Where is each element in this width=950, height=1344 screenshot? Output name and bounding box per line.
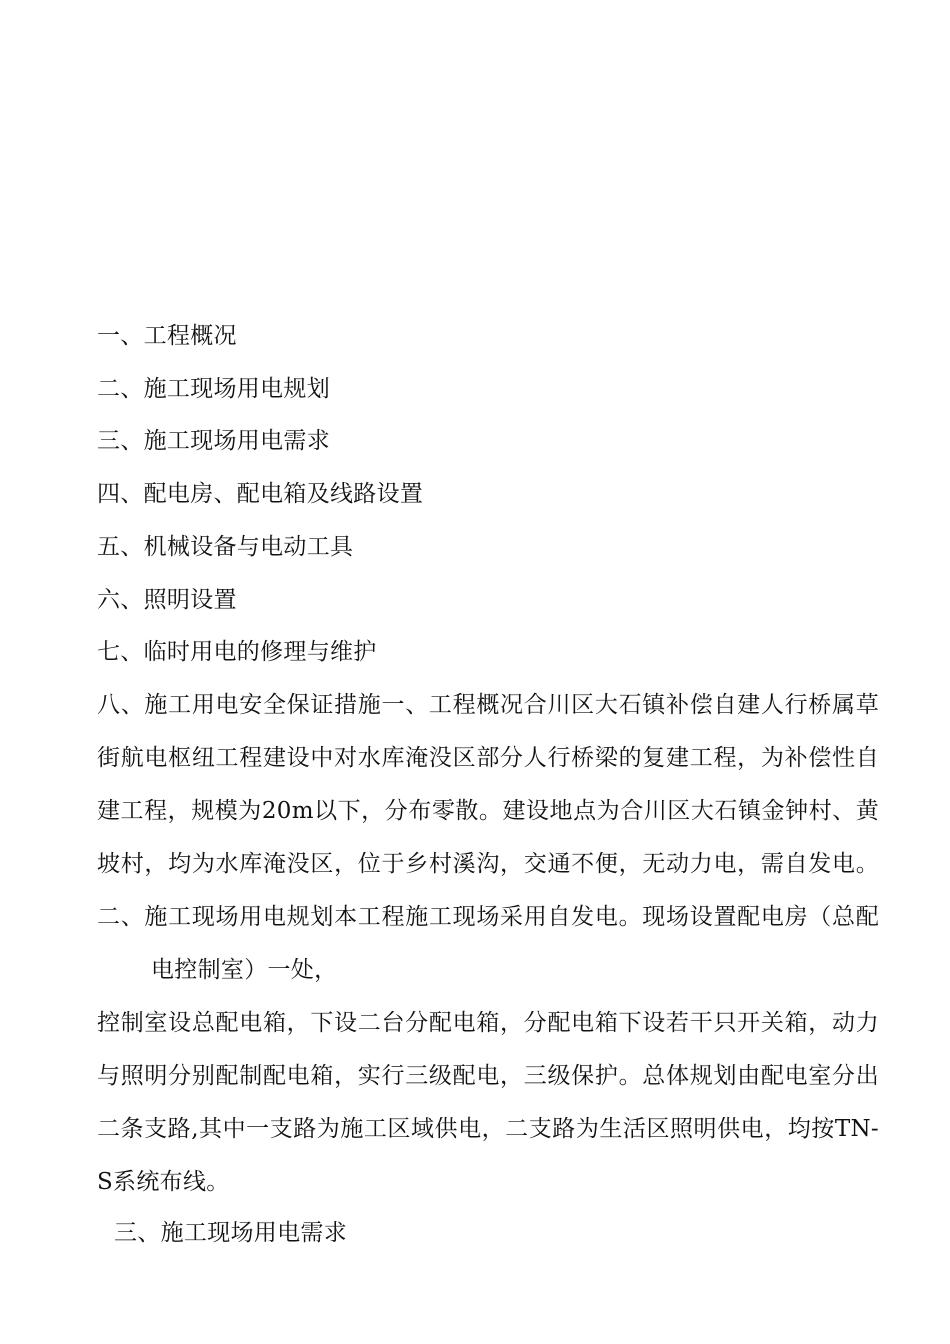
- toc-item-4: 四、配电房、配电箱及线路设置: [97, 481, 424, 507]
- section-heading: 三、施工现场用电需求: [114, 1220, 347, 1246]
- paragraph-line: 八、施工用电安全保证措施一、工程概况合川区大石镇补偿自建人行桥属草: [97, 692, 879, 718]
- toc-item-6: 六、照明设置: [97, 587, 237, 613]
- paragraph-line: 电控制室）一处，: [151, 957, 338, 983]
- paragraph-line: 二条支路,其中一支路为施工区域供电，二支路为生活区照明供电，均按TN-: [97, 1116, 879, 1142]
- paragraph-line: 坡村，均为水库淹没区，位于乡村溪沟，交通不便，无动力电，需自发电。: [97, 851, 879, 877]
- toc-item-5: 五、机械设备与电动工具: [97, 534, 354, 560]
- paragraph-line: 与照明分别配制配电箱，实行三级配电，三级保护。总体规划由配电室分出: [97, 1063, 879, 1089]
- toc-item-2: 二、施工现场用电规划: [97, 376, 330, 402]
- paragraph-line: 街航电枢纽工程建设中对水库淹没区部分人行桥梁的复建工程，为补偿性自: [97, 745, 879, 771]
- toc-item-3: 三、施工现场用电需求: [97, 428, 330, 454]
- toc-item-7: 七、临时用电的修理与维护: [97, 639, 377, 665]
- paragraph-line: 二、施工现场用电规划本工程施工现场采用自发电。现场设置配电房（总配: [97, 904, 879, 930]
- toc-item-1: 一、工程概况: [97, 323, 237, 349]
- paragraph-line: 控制室设总配电箱，下设二台分配电箱，分配电箱下设若干只开关箱，动力: [97, 1010, 879, 1036]
- paragraph-line: 建工程，规模为20m以下，分布零散。建设地点为合川区大石镇金钟村、黄: [97, 798, 879, 824]
- paragraph-line: S系统布线。: [97, 1169, 230, 1195]
